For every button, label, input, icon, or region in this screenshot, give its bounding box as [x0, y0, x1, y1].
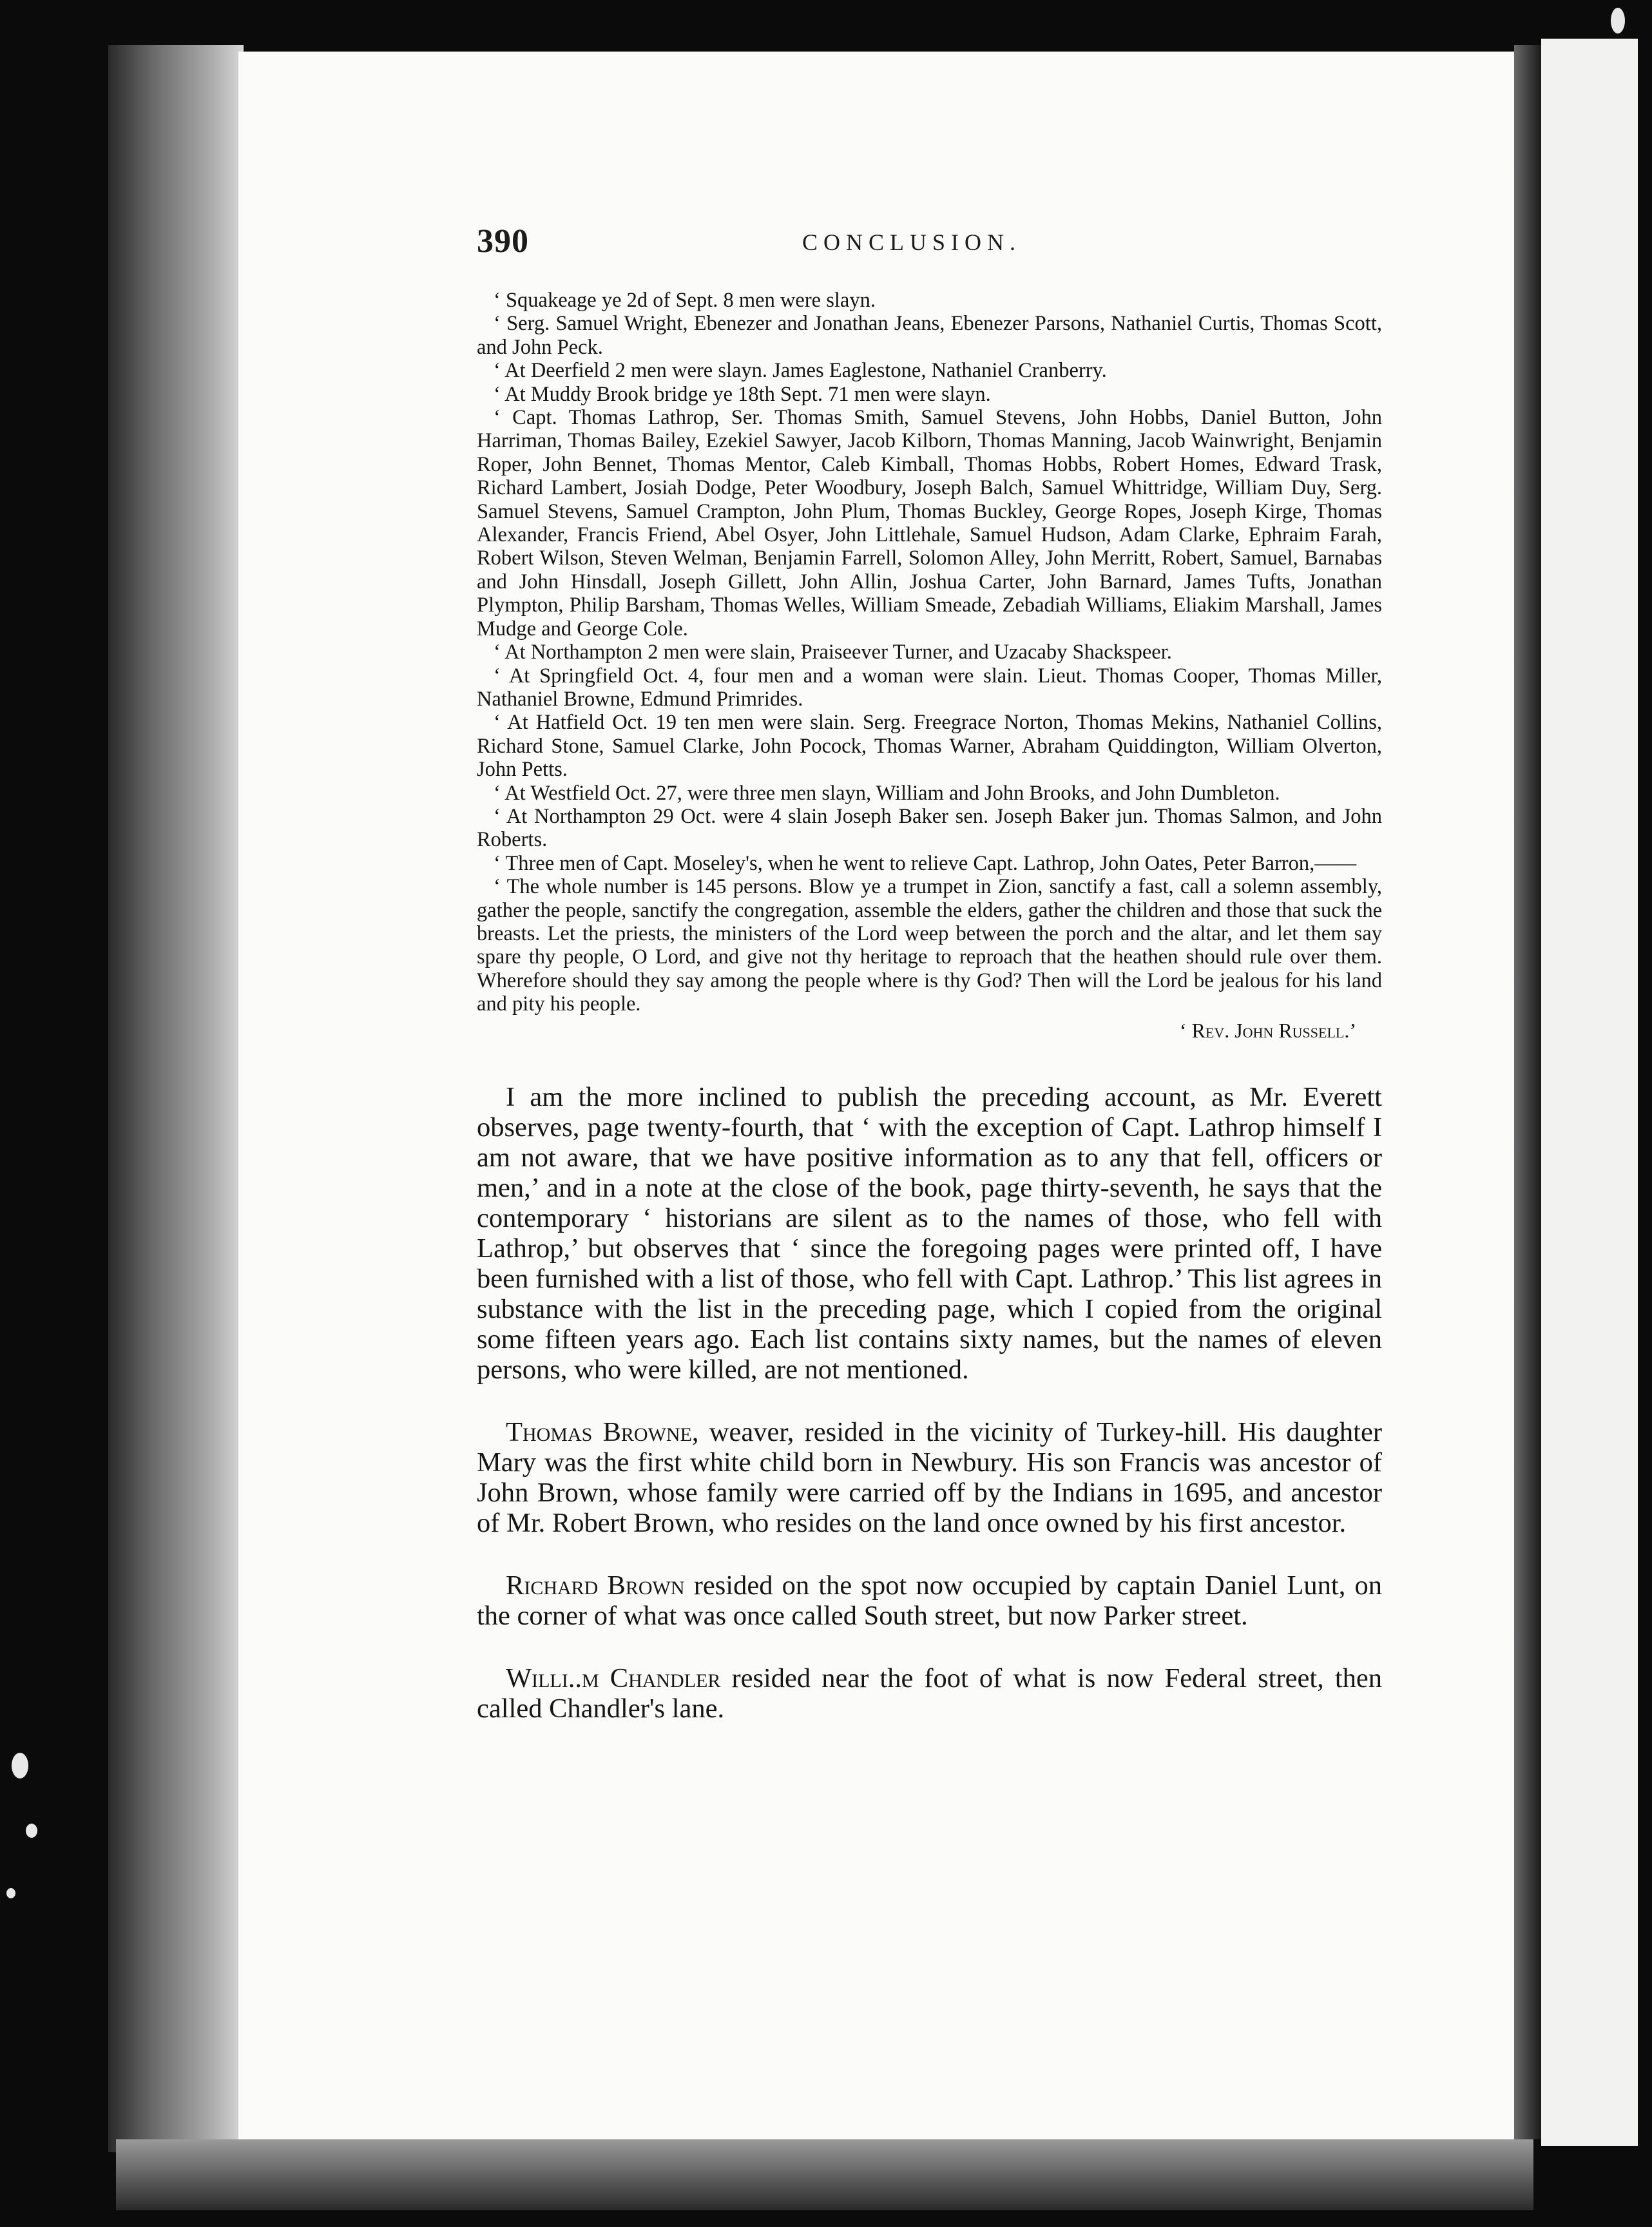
bottom-page-edges — [116, 2139, 1533, 2210]
quote-paragraph: ‘ At Hatfield Oct. 19 ten men were slain. Serg. Freegrace Norton, Thomas Mekins, Nathaniel Collins, Richard Stone, Samuel Clarke, John Pocock, Thomas Warner, Abraham Quiddington, William Olverton, John Petts. — [477, 711, 1382, 782]
scan-speck — [26, 1824, 37, 1838]
page-number: 390 — [477, 223, 529, 260]
person-name: Thomas Browne — [506, 1417, 692, 1447]
book-gutter — [1514, 45, 1541, 2139]
paragraph-text: resided on the spot now occupied by captain Daniel Lunt, on the corner of what was once called South street, but now Parker street. — [477, 1570, 1382, 1631]
page-header — [477, 222, 1379, 267]
person-name: Willi..m Chandler — [506, 1663, 721, 1693]
quoted-casualty-list — [477, 289, 1382, 1042]
paragraph-richard-brown — [477, 1570, 1382, 1631]
quote-signature: ‘ Rev. John Russell.’ — [1179, 1018, 1356, 1042]
running-head: CONCLUSION. — [802, 229, 1022, 255]
scan-speck — [1611, 8, 1625, 34]
paragraph-text: , weaver, resided in the vicinity of Turkey-hill. His daughter Mary was the first white child born in Newbury. His son Francis was ancestor of John Brown, whose family were carried off by the Indians in 1695, and ancestor of Mr. Robert Brown, who resides on the land once owned by his first ancestor. — [477, 1417, 1382, 1538]
quote-paragraph: ‘ At Muddy Brook bridge ye 18th Sept. 71 men were slayn. — [494, 382, 991, 406]
scan-speck — [12, 1753, 28, 1779]
paragraph-william-chandler — [477, 1663, 1382, 1724]
page-content — [477, 289, 1382, 1756]
left-page-edges — [108, 45, 244, 2152]
paragraph-thomas-browne — [477, 1417, 1382, 1538]
scan-speck — [6, 1888, 15, 1898]
quote-paragraph: ‘ At Northampton 2 men were slain, Praiseever Turner, and Uzacaby Shackspeer. — [494, 641, 1172, 664]
body-text — [477, 1082, 1382, 1724]
quote-paragraph: ‘ The whole number is 145 persons. Blow ye a trumpet in Zion, sanctify a fast, call a solemn assembly, gather the people, sanctify the congregation, assemble the elders, gather the children and those that suck the breasts. Let the priests, the ministers of the Lord weep between the porch and the altar, and let them say spare thy people, O Lord, and give not thy heritage to reproach that the heathen should rule over them. Wherefore should they say among the people where is thy God? Then will the Lord be jealous for his land and pity his people. — [477, 875, 1382, 1016]
quote-paragraph: ‘ At Springfield Oct. 4, four men and a woman were slain. Lieut. Thomas Cooper, Thomas Miller, Nathaniel Browne, Edmund Primrides. — [477, 664, 1382, 711]
quote-paragraph: ‘ Capt. Thomas Lathrop, Ser. Thomas Smith, Samuel Stevens, John Hobbs, Daniel Button, John Harriman, Thomas Bailey, Ezekiel Sawyer, Jacob Kilborn, Thomas Manning, Jacob Wainwright, Benjamin Roper, John Bennet, Thomas Mentor, Caleb Kimball, Thomas Hobbs, Robert Homes, Edward Trask, Richard Lambert, Josiah Dodge, Peter Woodbury, Joseph Balch, Samuel Whittridge, William Duy, Serg. Samuel Stevens, Samuel Crampton, John Plum, Thomas Buckley, George Ropes, Joseph Kirge, Thomas Alexander, Francis Friend, Abel Osyer, John Littlehale, Samuel Hudson, Adam Clarke, Ephraim Farah, Robert Wilson, Steven Welman, Benjamin Farrell, Solomon Alley, John Merritt, Robert, Samuel, Barnabas and John Hinsdall, Joseph Gillett, John Allin, Joshua Carter, John Barnard, James Tufts, Jonathan Plympton, Philip Barsham, Thomas Welles, William Smeade, Zebadiah Williams, Eliakim Marshall, James Mudge and George Cole. — [477, 406, 1382, 641]
facing-page-strip — [1541, 39, 1638, 2146]
person-name: Richard Brown — [506, 1570, 685, 1601]
quote-paragraph: ‘ Serg. Samuel Wright, Ebenezer and Jonathan Jeans, Ebenezer Parsons, Nathaniel Curtis, Thomas Scott, and John Peck. — [477, 312, 1382, 359]
quote-paragraph: ‘ Three men of Capt. Moseley's, when he went to relieve Capt. Lathrop, John Oates, Peter Barron,—— — [494, 851, 1357, 875]
quote-paragraph: ‘ At Deerfield 2 men were slayn. James Eaglestone, Nathaniel Cranberry. — [494, 359, 1107, 383]
quote-paragraph: ‘ Squakeage ye 2d of Sept. 8 men were slayn. — [494, 289, 876, 312]
quote-paragraph: ‘ At Northampton 29 Oct. were 4 slain Joseph Baker sen. Joseph Baker jun. Thomas Salmon, and John Roberts. — [477, 804, 1382, 852]
paragraph-everett: I am the more inclined to publish the preceding account, as Mr. Everett observes, page twenty-fourth, that ‘ with the exception of Capt. Lathrop himself I am not aware, that we have positive information as to any that fell, officers or men,’ and in a note at the close of the book, page thirty-seventh, he says that the contemporary ‘ historians are silent as to the names of those, who fell with Lathrop,’ but observes that ‘ since the foregoing pages were printed off, I have been furnished with a list of those, who fell with Capt. Lathrop.’ This list agrees in substance with the list in the preceding page, which I copied from the original some fifteen years ago. Each list contains sixty names, but the names of eleven persons, who were killed, are not mentioned. — [477, 1082, 1382, 1385]
quote-paragraph: ‘ At Westfield Oct. 27, were three men slayn, William and John Brooks, and John Dumbleton. — [494, 781, 1280, 805]
paragraph-text: resided near the foot of what is now Federal street, then called Chandler's lane. — [477, 1663, 1382, 1724]
